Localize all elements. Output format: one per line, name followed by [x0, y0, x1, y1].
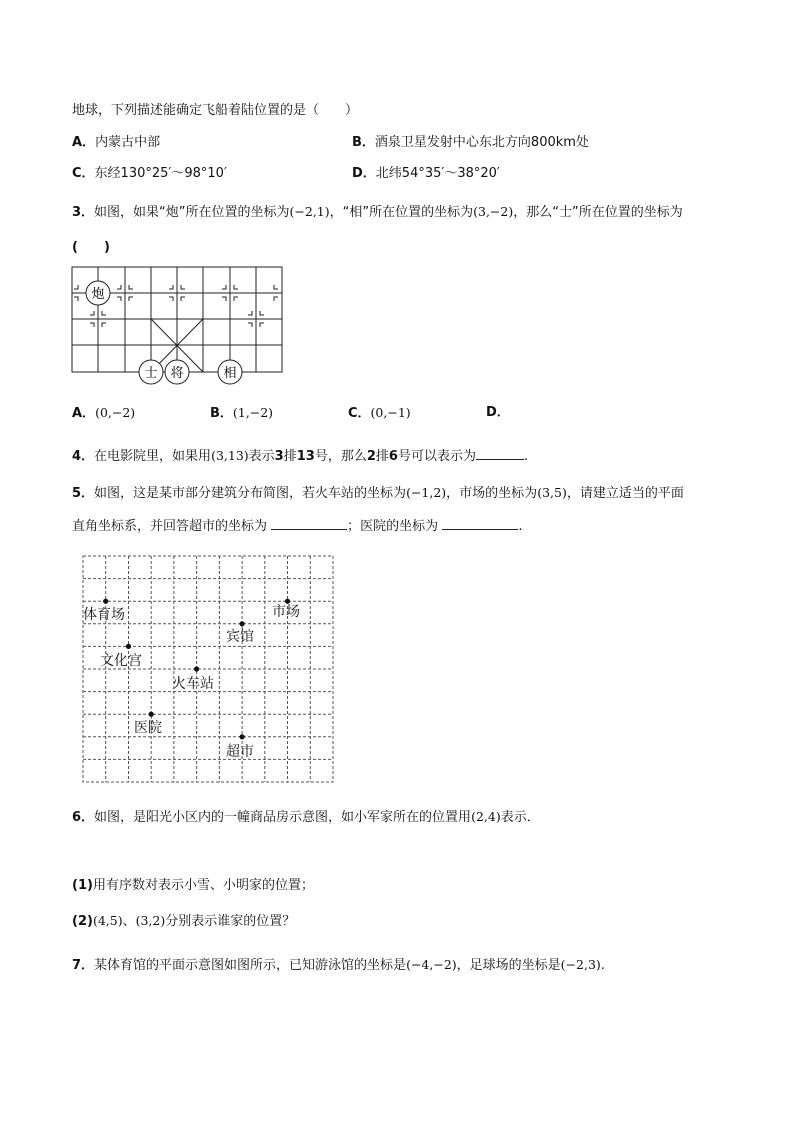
stem-text: 如图，这是某市部分建筑分布简图，若火车站的坐标为: [94, 486, 407, 501]
coordinate: (−1,2): [406, 485, 447, 500]
q7-stem: [72, 956, 605, 975]
q5-stem-line1: [72, 484, 684, 503]
stem-text: ；医院的坐标为: [347, 519, 439, 534]
option-text: 内蒙古中部: [95, 135, 161, 150]
question-number: 5．: [72, 486, 95, 501]
station-label: 火车站: [172, 676, 214, 692]
coordinate: (−2,3): [560, 957, 601, 972]
coordinate: (4,5): [92, 913, 123, 928]
option-text: 东经130°25′～98°10′: [94, 166, 227, 181]
culture-point: [126, 644, 131, 649]
option-label: D．: [352, 166, 376, 181]
q3-option-c: [348, 404, 411, 423]
piece-jiang: [165, 360, 189, 384]
piece-pao: [86, 281, 110, 305]
map-grid: [83, 556, 333, 782]
stem-text: ，“相”所在位置的坐标为: [329, 205, 474, 220]
stem-text: ，那么“士”所在位置的坐标为: [513, 205, 683, 220]
q2-option-a: [72, 134, 160, 152]
q5-stem-line2: [72, 516, 522, 536]
stem-text: .: [523, 449, 529, 464]
subquestion-text: 用有序数对表示小雪、小明家的位置；: [92, 878, 314, 893]
stem-text: ，市场的坐标为: [446, 486, 538, 501]
hospital-answer-blank[interactable]: [442, 516, 518, 530]
q3-option-b: [210, 404, 273, 423]
q2-option-c: [72, 165, 227, 183]
subquestion-label: (2): [72, 914, 93, 929]
hotel-label: 宾馆: [226, 629, 254, 645]
q2-option-d: [352, 165, 500, 183]
separator: 、: [122, 914, 136, 929]
stem-text: ，足球场的坐标是: [456, 958, 561, 973]
stem-text: 号，那么: [314, 449, 367, 464]
piece-xiang-label: 相: [223, 366, 237, 381]
stem-text: ，请建立适当的平面: [566, 486, 684, 501]
seat-number: 6: [388, 449, 398, 464]
city-map-figure: [80, 553, 336, 785]
stem-text: 排: [375, 449, 389, 464]
q3-answer-paren: ( ): [72, 240, 110, 255]
coordinate: (−4,−2): [406, 957, 457, 972]
option-value: (0,−2): [95, 405, 136, 420]
option-label: B．: [210, 406, 233, 421]
piece-pao-label: 炮: [91, 287, 105, 302]
option-label: C．: [72, 166, 95, 181]
stem-text: 号可以表示为: [397, 449, 476, 464]
stem-text: 如图，是阳光小区内的一幢商品房示意图，如小军家所在的位置用: [94, 810, 472, 825]
question-number: 6．: [72, 810, 95, 825]
option-value: (0,−1): [370, 405, 411, 420]
hotel-point: [240, 621, 245, 626]
coordinate: (2,4): [471, 809, 501, 824]
q6-stem: [72, 808, 540, 827]
subquestion-label: (1): [72, 878, 93, 893]
piece-jiang-label: 将: [170, 366, 184, 381]
station-point: [194, 666, 199, 671]
hospital-label: 医院: [134, 720, 162, 736]
question-number: 7．: [72, 958, 95, 973]
option-label: A．: [72, 135, 96, 150]
row-number: 2: [366, 449, 376, 464]
chess-board-figure: [70, 264, 286, 388]
q3-option-a: [72, 404, 135, 423]
stem-text: 直角坐标系，并回答超市的坐标为: [72, 519, 268, 534]
supermarket-label: 超市: [226, 744, 254, 760]
stem-text: 在电影院里，如果用: [94, 449, 212, 464]
coordinate: (3,13): [211, 448, 249, 463]
question-number: 3．: [72, 205, 95, 220]
q3-stem: [72, 203, 683, 222]
option-label: A．: [72, 406, 96, 421]
option-text: 北纬54°35′～38°20′: [375, 166, 500, 181]
coordinate: (3,−2): [473, 204, 514, 219]
hospital-point: [149, 712, 154, 717]
market-label: 市场: [272, 604, 300, 620]
q6-subquestion-2: [72, 912, 295, 931]
stem-text: .: [518, 519, 523, 534]
q3-option-d: [486, 404, 510, 422]
piece-shi: [139, 360, 163, 384]
stem-text: 某体育馆的平面示意图如图所示，已知游泳馆的坐标是: [94, 958, 407, 973]
seat-number: 13: [296, 449, 315, 464]
culture-label: 文化宫: [100, 653, 142, 669]
stem-text: 排: [283, 449, 297, 464]
subquestion-text: 分别表示谁家的位置？: [165, 914, 296, 929]
piece-xiang: [218, 360, 242, 384]
q4-stem: [72, 446, 528, 466]
option-text: 酒泉卫星发射中心东北方向800km处: [374, 135, 589, 150]
stem-text: .: [600, 958, 605, 973]
coordinate: (3,5): [537, 485, 567, 500]
piece-shi-label: 士: [144, 366, 158, 381]
coordinate: (3,2): [135, 913, 166, 928]
stadium-point: [103, 599, 108, 604]
stadium-label: 体育场: [83, 607, 125, 623]
coordinate: (−2,1): [289, 204, 330, 219]
option-value: (1,−2): [232, 405, 274, 420]
row-number: 3: [274, 449, 284, 464]
q2-option-b: [352, 134, 589, 152]
answer-blank[interactable]: [476, 446, 524, 460]
option-label: B．: [352, 135, 375, 150]
stem-text: 如图，如果“炮”所在位置的坐标为: [94, 205, 290, 220]
stem-text: 表示．: [500, 810, 540, 825]
option-label: D．: [486, 405, 510, 420]
stem-text: 表示: [248, 449, 275, 464]
question-number: 4．: [72, 449, 95, 464]
option-label: C．: [348, 406, 371, 421]
supermarket-point: [240, 734, 245, 739]
q6-subquestion-1: [72, 877, 314, 895]
supermarket-answer-blank[interactable]: [271, 516, 347, 530]
q2-stem: 地球，下列描述能确定飞船着陆位置的是（ ）: [72, 103, 359, 118]
